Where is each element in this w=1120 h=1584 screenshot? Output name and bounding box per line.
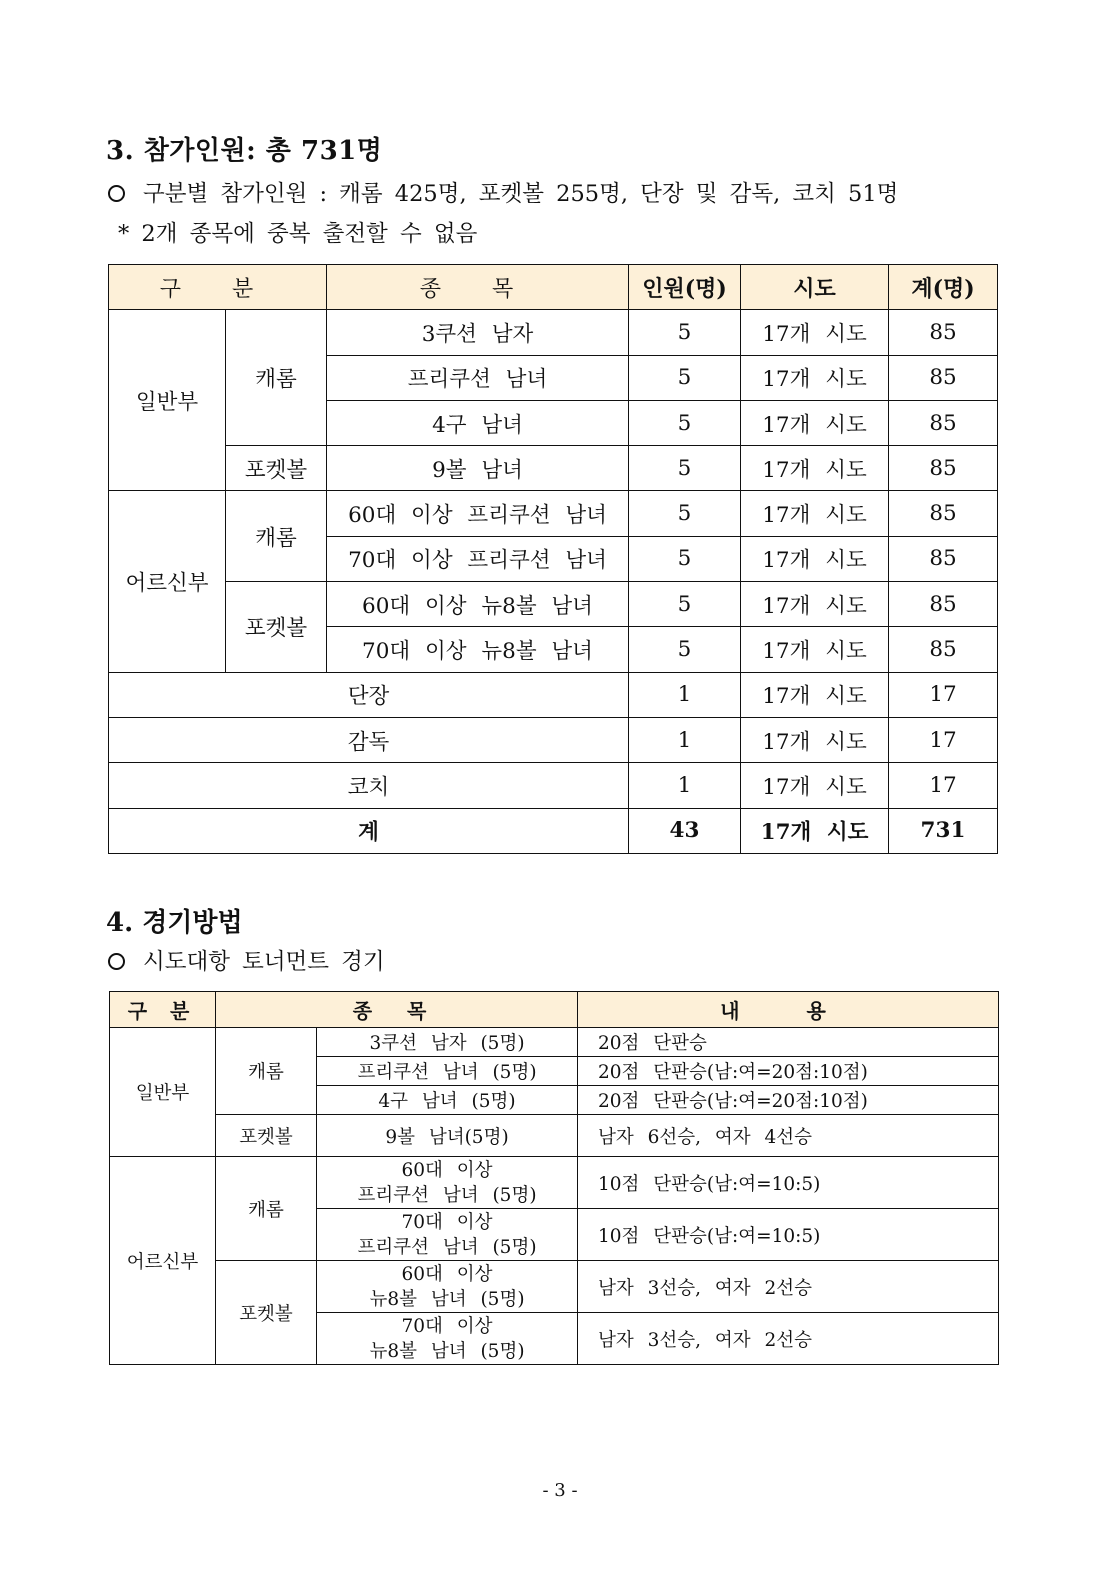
event-cell: 4구 남녀 (5명): [317, 1086, 578, 1115]
group-general: 일반부: [110, 1028, 216, 1157]
total-cell: 731: [889, 808, 998, 853]
sido-cell: 17개 시도: [741, 310, 889, 355]
table-row: [109, 310, 998, 355]
people-cell: 1: [629, 672, 741, 717]
total-cell: 85: [889, 400, 998, 445]
event-cell: [317, 1313, 578, 1365]
section3-line1: 구분별 참가인원 : 캐롬 425명, 포켓볼 255명, 단장 및 감독, 코치 51명: [143, 181, 899, 207]
people-cell: 1: [629, 763, 741, 808]
col-header-content: 내 용: [578, 992, 999, 1028]
event-cell: [317, 1157, 578, 1209]
table-row: [110, 1157, 999, 1209]
sido-cell: 17개 시도: [741, 763, 889, 808]
event-cell: 60대 이상 뉴8볼 남녀: [327, 582, 629, 627]
event-cell: [317, 1261, 578, 1313]
col-header-sido: 시도: [741, 265, 889, 310]
total-cell: 85: [889, 355, 998, 400]
sido-cell: 17개 시도: [741, 582, 889, 627]
people-cell: 5: [629, 536, 741, 581]
section4-bullet-line: [108, 944, 385, 976]
section3-note: * 2개 종목에 중복 출전할 수 없음: [118, 221, 478, 247]
event-cell: 3쿠션 남자: [327, 310, 629, 355]
section3-bullet-line: [108, 176, 898, 208]
event-line: 60대 이상: [401, 1159, 493, 1181]
sido-cell: 17개 시도: [741, 627, 889, 672]
sido-cell: 17개 시도: [741, 808, 889, 853]
event-cell: 70대 이상 프리쿠션 남녀: [327, 536, 629, 581]
table-total-row: [109, 808, 998, 853]
total-cell: 85: [889, 582, 998, 627]
table-row: [110, 1028, 999, 1057]
col-header-event: 종 목: [216, 992, 578, 1028]
subgroup-carom: 캐롬: [226, 491, 327, 582]
content-cell: 남자 3선승, 여자 2선승: [578, 1261, 999, 1313]
sido-cell: 17개 시도: [741, 536, 889, 581]
table-row: [109, 582, 998, 627]
sido-cell: 17개 시도: [741, 491, 889, 536]
total-label: 계: [109, 808, 629, 853]
event-line: 뉴8볼 남녀 (5명): [369, 1340, 525, 1362]
col-header-people: 인원(명): [629, 265, 741, 310]
subgroup-pocket: 포켓볼: [226, 446, 327, 491]
group-general: 일반부: [109, 310, 226, 491]
table-header-row: [109, 265, 998, 310]
subgroup-carom: 캐롬: [216, 1157, 317, 1261]
col-header-total: 계(명): [889, 265, 998, 310]
table-header-row: [110, 992, 999, 1028]
people-cell: 43: [629, 808, 741, 853]
page-number: - 3 -: [542, 1480, 578, 1501]
content-cell: 10점 단판승(남:여=10:5): [578, 1209, 999, 1261]
event-line: 70대 이상: [401, 1211, 493, 1233]
sido-cell: 17개 시도: [741, 717, 889, 762]
content-cell: 남자 6선승, 여자 4선승: [578, 1115, 999, 1157]
event-line: 뉴8볼 남녀 (5명): [369, 1288, 525, 1310]
sido-cell: 17개 시도: [741, 400, 889, 445]
total-cell: 85: [889, 491, 998, 536]
section3-title: 3. 참가인원: 총 731명: [106, 136, 383, 166]
event-cell: 60대 이상 프리쿠션 남녀: [327, 491, 629, 536]
circle-bullet-icon: [108, 185, 125, 202]
subgroup-pocket: 포켓볼: [216, 1115, 317, 1157]
table-row: [110, 1115, 999, 1157]
total-cell: 85: [889, 536, 998, 581]
total-cell: 17: [889, 672, 998, 717]
people-cell: 1: [629, 717, 741, 762]
staff-label: 단장: [109, 672, 629, 717]
event-line: 프리쿠션 남녀 (5명): [357, 1236, 537, 1258]
content-cell: 남자 3선승, 여자 2선승: [578, 1313, 999, 1365]
content-cell: 20점 단판승: [578, 1028, 999, 1057]
people-cell: 5: [629, 446, 741, 491]
section4-line: 시도대항 토너먼트 경기: [143, 949, 385, 975]
col-header-category: 구 분: [109, 265, 327, 310]
table-row: [110, 1261, 999, 1313]
content-cell: 20점 단판승(남:여=20점:10점): [578, 1086, 999, 1115]
table-row: [109, 763, 998, 808]
event-cell: 프리쿠션 남녀: [327, 355, 629, 400]
event-cell: 9볼 남녀(5명): [317, 1115, 578, 1157]
staff-label: 감독: [109, 717, 629, 762]
event-cell: 9볼 남녀: [327, 446, 629, 491]
subgroup-carom: 캐롬: [216, 1028, 317, 1115]
match-method-table: [109, 991, 999, 1365]
total-cell: 17: [889, 717, 998, 762]
col-header-category: 구 분: [110, 992, 216, 1028]
sido-cell: 17개 시도: [741, 446, 889, 491]
table-row: [109, 446, 998, 491]
staff-label: 코치: [109, 763, 629, 808]
content-cell: 10점 단판승(남:여=10:5): [578, 1157, 999, 1209]
content-cell: 20점 단판승(남:여=20점:10점): [578, 1057, 999, 1086]
event-cell: 4구 남녀: [327, 400, 629, 445]
event-line: 70대 이상: [401, 1315, 493, 1337]
event-cell: 3쿠션 남자 (5명): [317, 1028, 578, 1057]
group-senior: 어르신부: [110, 1157, 216, 1365]
event-cell: [317, 1209, 578, 1261]
table-row: [109, 491, 998, 536]
participants-table: [108, 264, 998, 854]
sido-cell: 17개 시도: [741, 672, 889, 717]
total-cell: 85: [889, 446, 998, 491]
people-cell: 5: [629, 310, 741, 355]
table-row: [109, 672, 998, 717]
subgroup-carom: 캐롬: [226, 310, 327, 446]
total-cell: 85: [889, 627, 998, 672]
people-cell: 5: [629, 627, 741, 672]
group-senior: 어르신부: [109, 491, 226, 672]
event-line: 60대 이상: [401, 1263, 493, 1285]
people-cell: 5: [629, 491, 741, 536]
total-cell: 85: [889, 310, 998, 355]
circle-bullet-icon: [108, 953, 125, 970]
sido-cell: 17개 시도: [741, 355, 889, 400]
people-cell: 5: [629, 582, 741, 627]
table-row: [109, 717, 998, 762]
people-cell: 5: [629, 400, 741, 445]
subgroup-pocket: 포켓볼: [226, 582, 327, 673]
event-line: 프리쿠션 남녀 (5명): [357, 1184, 537, 1206]
subgroup-pocket: 포켓볼: [216, 1261, 317, 1365]
event-cell: 70대 이상 뉴8볼 남녀: [327, 627, 629, 672]
col-header-event: 종 목: [327, 265, 629, 310]
people-cell: 5: [629, 355, 741, 400]
event-cell: 프리쿠션 남녀 (5명): [317, 1057, 578, 1086]
total-cell: 17: [889, 763, 998, 808]
section4-title: 4. 경기방법: [106, 908, 243, 938]
